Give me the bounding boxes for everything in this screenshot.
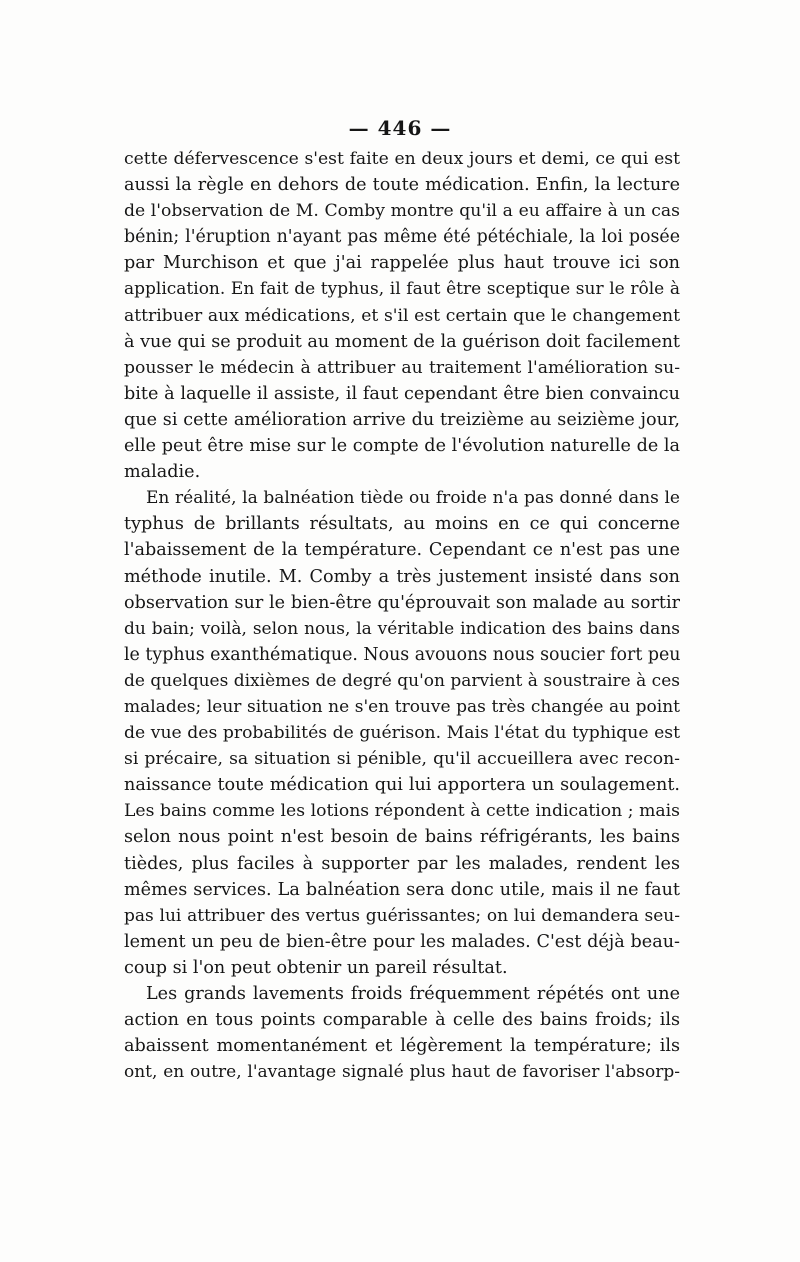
- text-line: application. En fait de typhus, il faut être sceptique sur le rôle à: [124, 279, 680, 300]
- paragraph-3: [124, 981, 680, 1085]
- text-line: méthode inutile. M. Comby a très justement insisté dans son: [124, 566, 680, 587]
- text-line: que si cette amélioration arrive du treizième au seizième jour,: [124, 409, 680, 430]
- text-line: Les grands lavements froids fréquemment répétés ont une: [146, 984, 680, 1004]
- text-line: selon nous point n'est besoin de bains réfrigérants, les bains: [124, 827, 680, 848]
- text-line: pousser le médecin à attribuer au traitement l'amélioration su-: [124, 357, 680, 378]
- text-line: En réalité, la balnéation tiède ou froide n'a pas donné dans le: [146, 488, 680, 509]
- text-line: observation sur le bien-être qu'éprouvait son malade au sortir: [124, 592, 680, 613]
- body-text: [124, 146, 680, 1085]
- text-line: pas lui attribuer des vertus guérissantes; on lui demandera seu-: [124, 905, 680, 926]
- paragraph-1: [124, 146, 680, 485]
- text-line: de l'observation de M. Comby montre qu'il a eu affaire à un cas: [124, 201, 680, 222]
- text-line: par Murchison et que j'ai rappelée plus haut trouve ici son: [124, 253, 680, 274]
- text-line: maladie.: [124, 462, 201, 483]
- text-line: si précaire, sa situation si pénible, qu'il accueillera avec recon-: [124, 749, 680, 770]
- text-line: lement un peu de bien-être pour les malades. C'est déjà beau-: [124, 931, 680, 952]
- text-line: du bain; voilà, selon nous, la véritable indication des bains dans: [124, 618, 680, 639]
- text-line: action en tous points comparable à celle des bains froids; ils: [124, 1010, 680, 1031]
- text-line: typhus de brillants résultats, au moins en ce qui concerne: [124, 514, 680, 535]
- text-line: attribuer aux médications, et s'il est certain que le changement: [124, 305, 680, 326]
- text-line: de quelques dixièmes de degré qu'on parvient à soustraire à ces: [124, 670, 680, 691]
- text-line: bénin; l'éruption n'ayant pas même été pétéchiale, la loi posée: [124, 227, 680, 248]
- text-line: malades; leur situation ne s'en trouve pas très changée au point: [124, 696, 680, 717]
- text-line: elle peut être mise sur le compte de l'évolution naturelle de la: [124, 436, 680, 457]
- text-line: bite à laquelle il assiste, il faut cependant être bien convaincu: [124, 383, 680, 404]
- text-line: coup si l'on peut obtenir un pareil résultat.: [124, 957, 508, 978]
- text-line: l'abaissement de la température. Cependant ce n'est pas une: [124, 540, 680, 561]
- text-line: cette défervescence s'est faite en deux jours et demi, ce qui est: [124, 149, 680, 169]
- text-line: Les bains comme les lotions répondent à cette indication ; mais: [124, 801, 680, 822]
- text-line: abaissent momentanément et légèrement la température; ils: [124, 1036, 680, 1057]
- text-line: le typhus exanthématique. Nous avouons nous soucier fort peu: [124, 644, 680, 665]
- text-line: de vue des probabilités de guérison. Mais l'état du typhique est: [124, 723, 680, 744]
- text-line: aussi la règle en dehors de toute médication. Enfin, la lecture: [124, 175, 680, 196]
- text-line: ont, en outre, l'avantage signalé plus haut de favoriser l'absorp-: [124, 1062, 680, 1083]
- paragraph-2: [124, 485, 680, 981]
- text-line: à vue qui se produit au moment de la guérison doit facilement: [124, 331, 680, 352]
- text-line: tièdes, plus faciles à supporter par les malades, rendent les: [124, 853, 680, 874]
- text-line: naissance toute médication qui lui apportera un soulagement.: [124, 775, 680, 796]
- page-number: — 446 —: [348, 116, 452, 140]
- text-line: mêmes services. La balnéation sera donc utile, mais il ne faut: [124, 879, 680, 900]
